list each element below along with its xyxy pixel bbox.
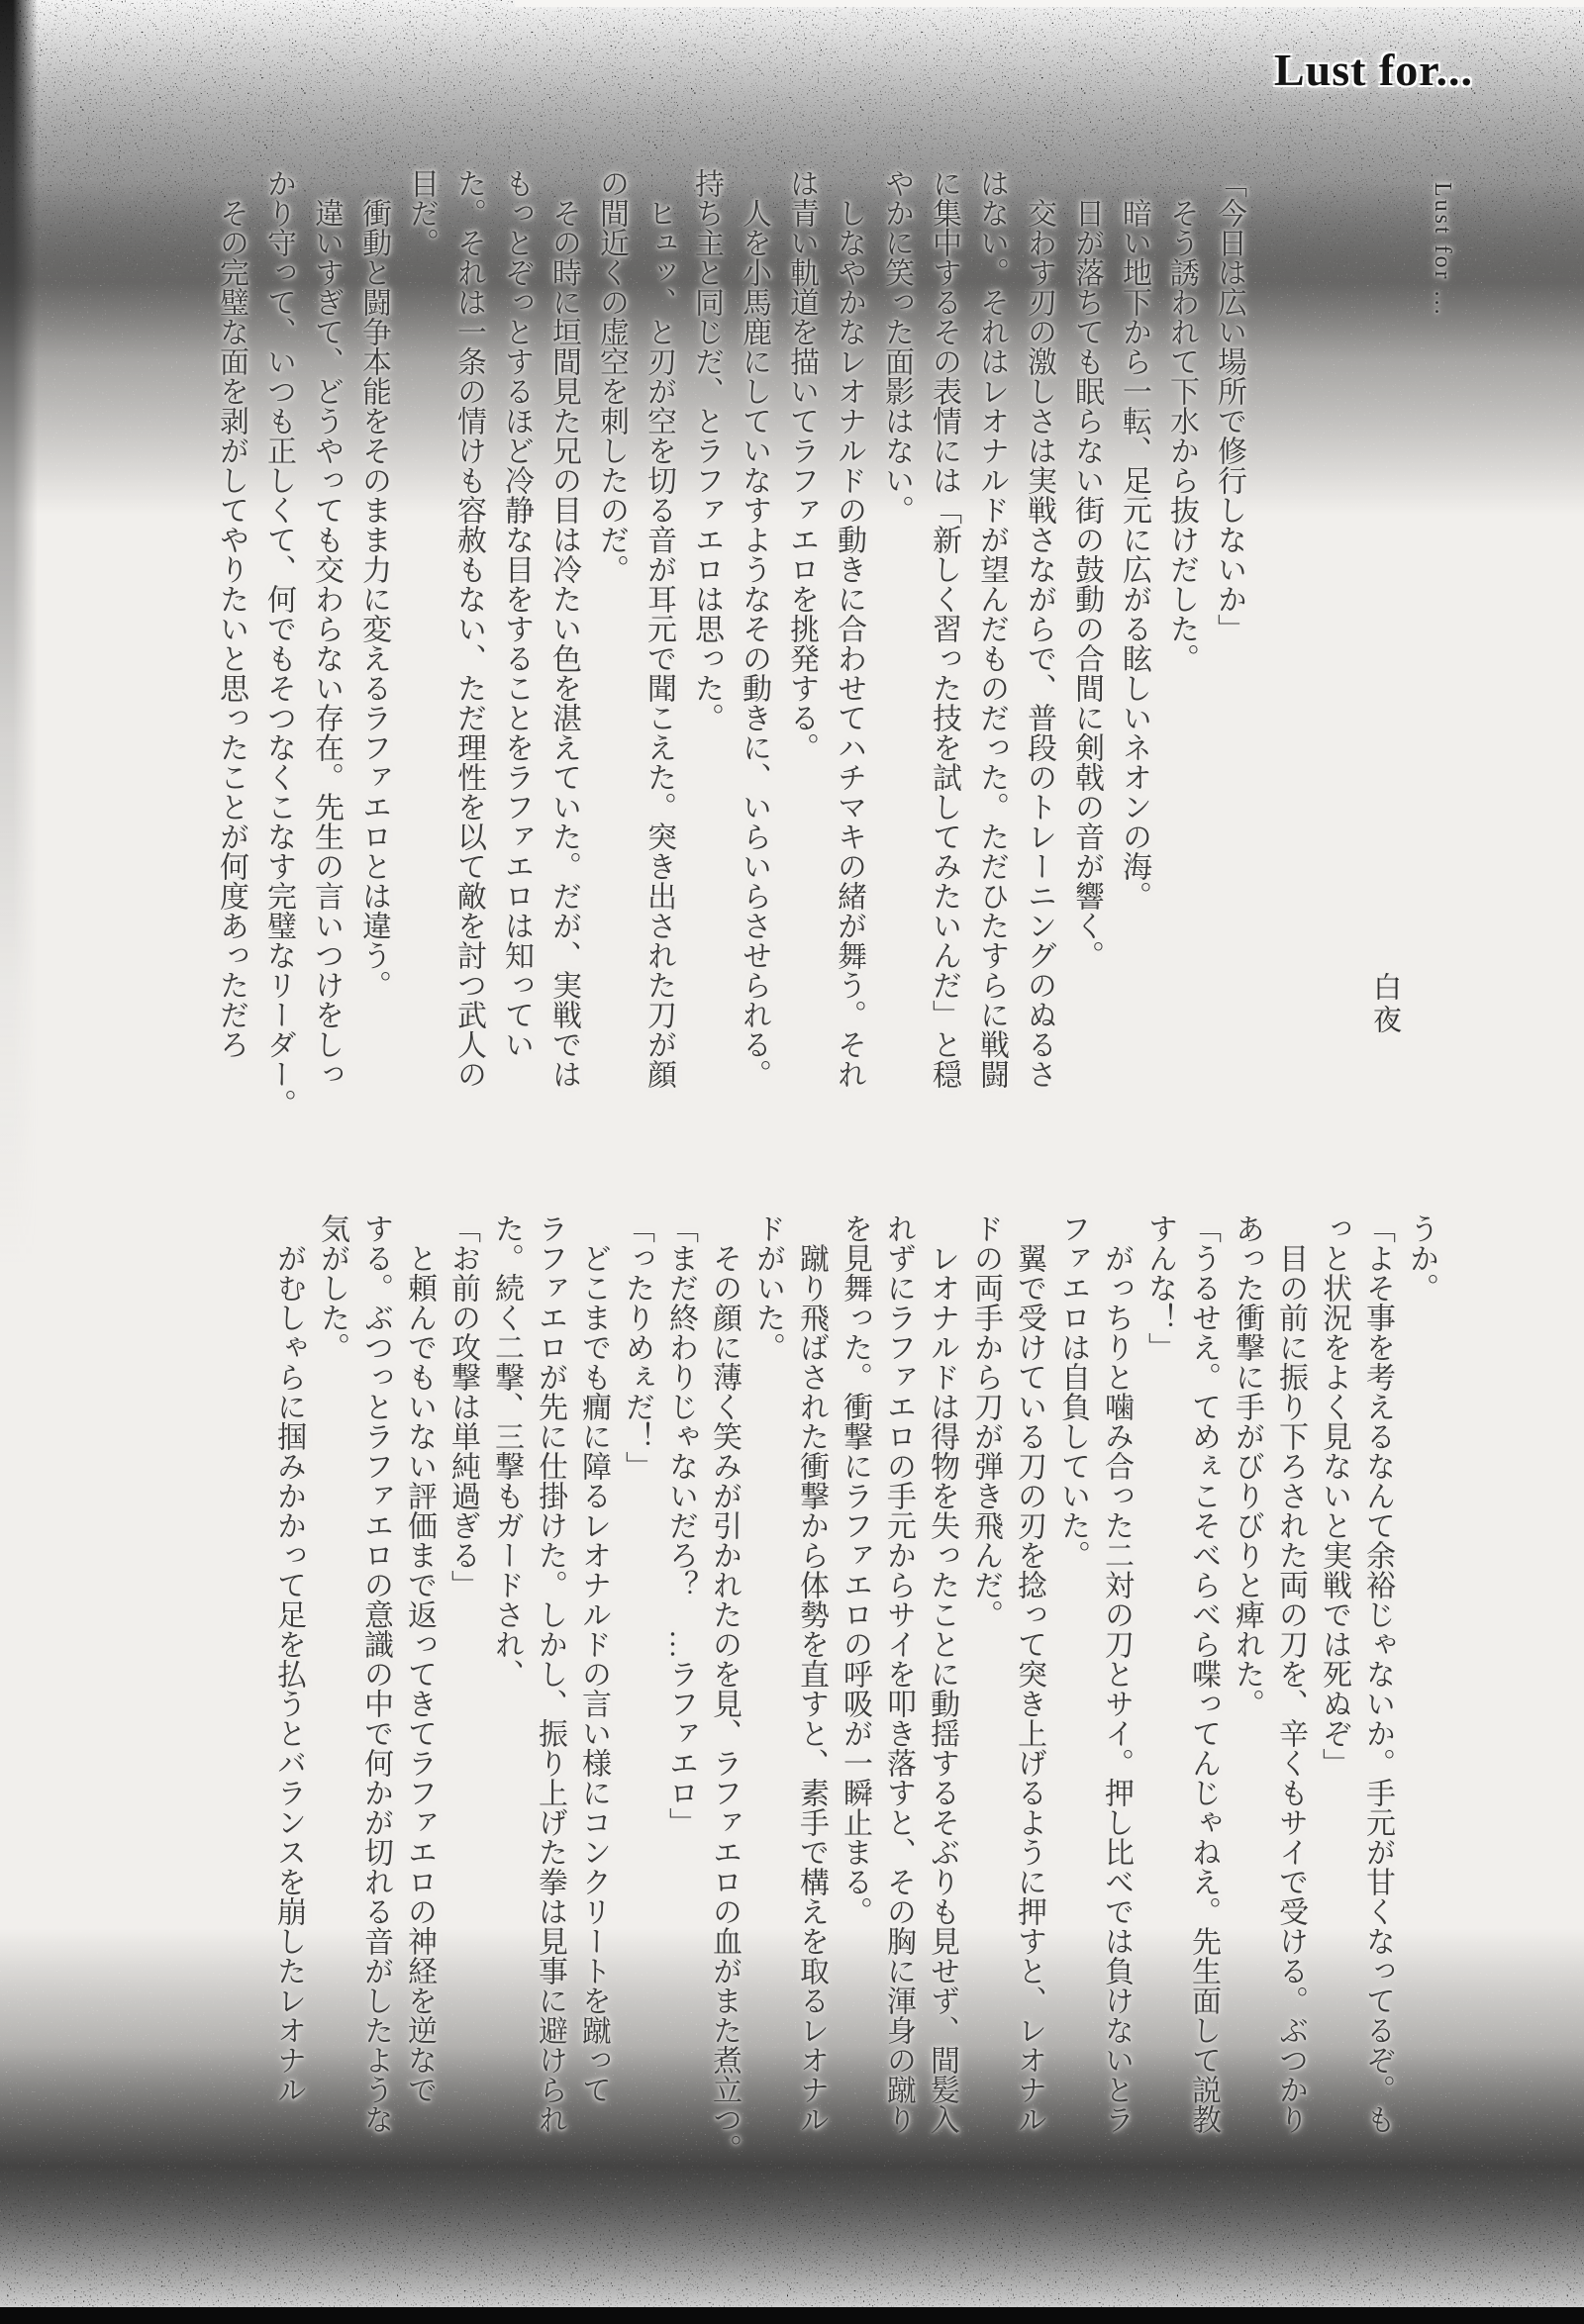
- story-column: 日が落ちても眠らない街の鼓動の合間に剣戟の音が響く。: [1070, 198, 1103, 970]
- story-column: た。続く二撃、三撃もガードされ、: [490, 1213, 523, 1689]
- story-column: 持ち主と同じだ、とラファエロは思った。: [690, 168, 723, 732]
- story-column: は青い軌道を描いてラファエロを挑発する。: [785, 168, 818, 762]
- story-column: どこまでも癇に障るレオナルドの言い様にコンクリートを蹴って: [577, 1243, 610, 2104]
- story-column: その完璧な面を剥がしてやりたいと思ったことが何度あっただろ: [215, 198, 248, 1059]
- author-name: 白夜: [1369, 972, 1401, 1037]
- story-column: やかに笑った面影はない。: [880, 168, 913, 525]
- story-column: を見舞った。衝撃にラファエロの呼吸が一瞬止まる。: [839, 1213, 871, 1926]
- story-column: もっとぞっとするほど冷静な目をすることをラファエロは知ってい: [500, 168, 533, 1059]
- story-column: 「お前の攻撃は単純過ぎる」: [446, 1213, 479, 1599]
- story-column: ラファエロが先に仕掛けた。しかし、振り上げた拳は見事に避けられ: [534, 1213, 566, 2134]
- story-column: ドの両手から刀が弾き飛んだ。: [969, 1213, 1002, 1629]
- story-column: 「よそ事を考えるなんて余裕じゃないか。手元が甘くなってるぞ。も: [1361, 1213, 1394, 2134]
- story-column: そう誘われて下水から抜けだした。: [1165, 198, 1198, 673]
- story-column: 「ったりめぇだ！」: [621, 1213, 653, 1481]
- story-column: 衝動と闘争本能をそのまま力に変えるラファエロとは違う。: [357, 198, 390, 1000]
- story-column: 「うるせえ。てめぇこそべらべら喋ってんじゃねえ。先生面して説教: [1187, 1213, 1220, 2134]
- story-column: っと状況をよく見ないと実戦では死ぬぞ」: [1318, 1213, 1350, 1778]
- story-column: あった衝撃に手がびりびりと痺れた。: [1231, 1213, 1263, 1718]
- story-column: 目だ。: [405, 168, 438, 257]
- story-column: 翼で受けている刀の刃を捻って突き上げるように押すと、レオナル: [1013, 1243, 1045, 2134]
- scan-edge-top: [515, 0, 1584, 7]
- story-column: うか。: [1405, 1213, 1437, 1303]
- story-column: がっちりと噛み合った二対の刀とサイ。押し比べでは負けないとラ: [1100, 1243, 1133, 2134]
- story-column: に集中するその表情には「新しく習った技を試してみたいんだ」と穏: [928, 168, 960, 1089]
- story-text-block-bottom: [266, 1213, 1442, 2218]
- story-column: 違いすぎて、どうやっても交わらない存在。先生の言いつけをしっ: [310, 198, 343, 1089]
- story-column: 「今日は広い場所で修行しないか」: [1213, 168, 1245, 643]
- story-column: しなやかなレオナルドの動きに合わせてハチマキの緒が舞う。それ: [833, 198, 865, 1089]
- story-column: ファエロは自負していた。: [1056, 1213, 1089, 1570]
- story-column: と頼んでもいない評価まで返ってきてラファエロの神経を逆なで: [403, 1243, 436, 2104]
- story-column: はない。それはレオナルドが望んだものだった。ただひたすらに戦闘: [975, 168, 1008, 1089]
- story-column: ヒュッ、と刃が空を切る音が耳元で聞こえた。突き出された刀が顔: [643, 198, 675, 1089]
- story-text-block-top: [207, 168, 1252, 1143]
- story-column: 「まだ終わりじゃないだろ？ …ラファエロ」: [664, 1213, 697, 1837]
- story-column: 人を小馬鹿にしていなすようなその動きに、いらいらさせられる。: [738, 198, 770, 1089]
- page-title: Lust for...: [1274, 45, 1473, 95]
- story-column: た。それは一条の情けも容赦もない、ただ理性を以て敵を討つ武人の: [452, 168, 485, 1089]
- story-column: ドがいた。: [751, 1213, 784, 1362]
- story-column: 目の前に振り下ろされた両の刀を、辛くもサイで受ける。ぶつかり: [1274, 1243, 1307, 2134]
- story-column: の間近くの虚空を刺したのだ。: [595, 168, 628, 584]
- story-column: 交わす刃の激しさは実戦さながらで、普段のトレーニングのぬるさ: [1023, 198, 1055, 1089]
- story-column: する。ぶつっとラファエロの意識の中で何かが切れる音がしたような: [359, 1213, 392, 2134]
- story-column: その時に垣間見た兄の目は冷たい色を湛えていた。だが、実戦では: [547, 198, 580, 1089]
- story-column: 暗い地下から一転、足元に広がる眩しいネオンの海。: [1118, 198, 1150, 911]
- story-column: その顔に薄く笑みが引かれたのを見、ラファエロの血がまた煮立つ。: [708, 1243, 741, 2164]
- story-column: 蹴り飛ばされた衝撃から体勢を直すと、素手で構えを取るレオナル: [795, 1243, 828, 2134]
- story-column: かり守って、いつも正しくて、何でもそつなくこなす完璧なリーダー。: [262, 168, 295, 1118]
- story-column: がむしゃらに掴みかかって足を払うとバランスを崩したレオナル: [272, 1243, 305, 2104]
- story-column: れずにラファエロの手元からサイを叩き落すと、その胸に渾身の蹴り: [882, 1213, 915, 2134]
- story-column: 気がした。: [316, 1213, 348, 1362]
- side-title-vertical: Lust for ...: [1430, 182, 1455, 318]
- story-column: すんな！」: [1143, 1213, 1176, 1362]
- story-column: レオナルドは得物を失ったことに動揺するそぶりも見せず、間髪入: [926, 1243, 958, 2134]
- scan-edge-left: [0, 0, 38, 1267]
- scan-edge-bottom: [0, 2307, 1584, 2324]
